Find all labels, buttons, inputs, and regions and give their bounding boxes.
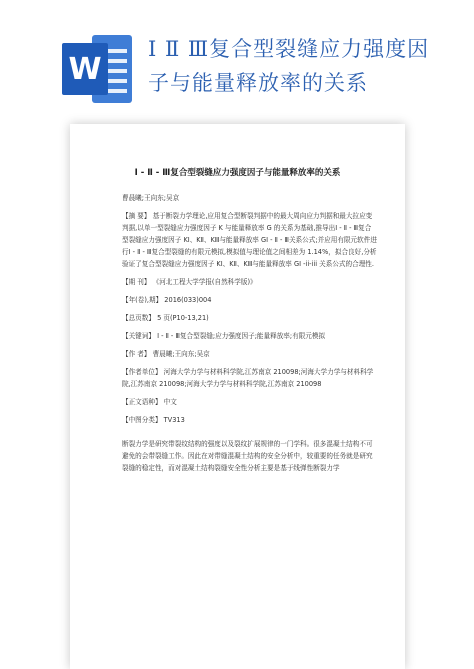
- document-title: Ⅰ - Ⅱ - Ⅲ复合型裂缝应力强度因子与能量释放率的关系: [134, 168, 341, 178]
- keywords: 【关键词】 Ⅰ - Ⅱ - Ⅲ复合型裂缝;应力强度因子;能量释放率;有限元模拟: [122, 332, 326, 340]
- body-paragraph: 断裂力学是研究带裂纹结构的强度以及裂纹扩展规律的一门学科。很多混凝土结构不可避免的会带裂缝工作。因此在对带缝混凝土结构的安全分析中，较重要的任务就是研究裂缝的稳定性，而对混凝土结构裂缝安全性分析主要是基于线弹性断裂力学: [122, 440, 373, 472]
- banner-title-line-2: 子与能量释放率的关系: [148, 71, 368, 95]
- affiliation: 【作者单位】 河海大学力学与材料科学院,江苏南京 210098;河海大学力学与材料科学院,江苏南京 210098;河海大学力学与材料科学院,江苏南京 210098: [122, 368, 374, 388]
- author-field: 【作 者】 曹晨曦;王向东;吴京: [122, 350, 210, 358]
- word-icon-letter: W: [62, 43, 108, 95]
- document-body: [122, 192, 377, 480]
- banner-title-line-1: Ⅰ Ⅱ Ⅲ复合型裂缝应力强度因: [148, 37, 430, 61]
- authors: 曹晨曦;王向东;吴京: [122, 194, 180, 202]
- abstract: 【摘 要】 基于断裂力学理论,应用复合型断裂判据中的最大周向应力判据和最大拉应变判据,以单一型裂缝应力强度因子 K 与能量释放率 G 的关系为基础,推导出Ⅰ - Ⅱ - Ⅲ复合型裂缝应力强度因子 KⅠ、KⅡ、KⅢ与能量释放率 GⅠ - Ⅱ - Ⅲ关系公式;并应用有限元软件进行Ⅰ - Ⅱ - Ⅲ复合型裂缝的有限元模拟,模拟值与理论值之间相差为 1.14%，拟合良好,分析验证了复合型裂缝应力强度因子 KⅠ、KⅡ、KⅢ与能量释放率 GⅠ -ii-iii 关系公式的合理性.: [122, 212, 377, 268]
- language: 【正文语种】 中文: [122, 398, 177, 406]
- classification: 【中图分类】 TV313: [122, 416, 185, 424]
- journal: 【期 刊】 《河北工程大学学报(自然科学版)》: [122, 278, 257, 286]
- banner: [0, 0, 474, 110]
- year-volume-issue: 【年(卷),期】 2016(033)004: [122, 296, 212, 304]
- page-count: 【总页数】 5 页(P10-13,21): [122, 314, 209, 322]
- document-page: [70, 124, 405, 669]
- banner-title: [148, 32, 466, 100]
- word-document-icon: [62, 35, 132, 103]
